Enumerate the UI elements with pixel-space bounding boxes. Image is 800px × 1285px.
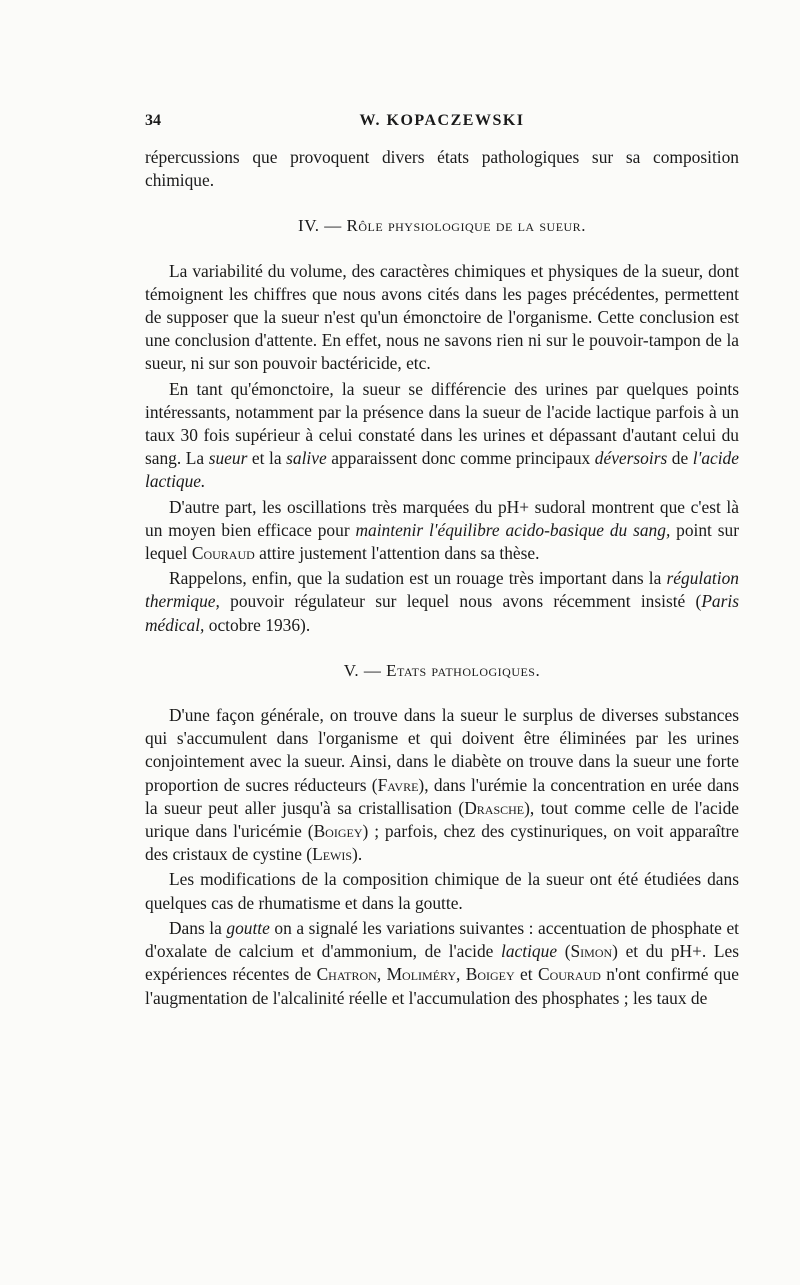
italic-term: goutte [226,917,270,938]
text-run: ), dans l'urémie la concentration en urée dans la sueur peut aller jusqu'à sa cristallisation ( [145,774,739,818]
text-run: ), tout comme celle de l'acide urique dans l'uricémie ( [145,797,739,842]
text-run: D'une façon générale, on trouve dans la sueur le surplus de diverses substances qui s'accumulent dans l'organisme et qui doivent être éliminées par les urines conjointement avec la sueur. Ainsi, dans le diabète on trouve dans la sueur une forte proportion de sucres réducteurs ( [145,705,739,795]
text-run: , [456,964,466,985]
text-run: de [667,448,693,469]
author-name: Drasche [464,797,525,818]
text-run: on a signalé les variations suivantes : accentuation de phosphate et d'oxalate de calcium et d'ammonium, de l'acide [145,917,739,962]
section-heading-iv [145,214,739,237]
running-head: W. KOPACZEWSKI [359,112,525,129]
text-run: apparaissent donc comme principaux [326,448,595,469]
text-run: ) ; parfois, chez des cystinuriques, on voit apparaître des cristaux de cystine ( [145,821,739,865]
page-number: 34 [145,112,161,129]
author-name: Chatron [316,964,377,985]
paragraph [145,378,739,494]
text-run: ( [557,941,571,962]
section-title-text: Rôle physiologique de la sueur. [346,216,586,236]
paragraph [145,917,739,1010]
text-run: point sur lequel [145,519,739,564]
text-run: n'ont confirmé que l'augmentation de l'alcalinité réelle et l'accumulation des phosphates ; les taux de [145,964,739,1008]
text-run: D'autre part, les oscillations très marquées du pH+ sudoral montrent que c'est là un moyen bien efficace pour [145,496,739,540]
author-name: Favre [377,774,419,795]
paragraph [145,496,739,566]
section-number: IV. — [298,216,347,236]
body-text [145,146,739,1012]
page-header [145,112,739,136]
text-run: octobre 1936). [204,614,311,635]
italic-term: lactique [501,941,558,962]
italic-term: salive [286,448,327,469]
author-name: Simon [570,941,613,962]
author-name: Boigey [313,821,363,842]
author-name: Moliméry [386,964,457,985]
paragraph [145,567,739,637]
italic-term: régulation thermique, [145,568,739,612]
text-run: Dans la [169,917,227,938]
paragraph: Les modifications de la composition chimique de la sueur ont été étudiées dans quelques cas de rhumatisme et dans la goutte. [145,869,739,913]
text-run: et la [247,448,287,469]
text-run: ) et du pH+. Les expériences récentes de [145,941,739,985]
text-run: pouvoir régulateur sur lequel nous avons récemment insisté ( [219,591,702,612]
paragraph: La variabilité du volume, des caractères chimiques et physiques de la sueur, dont témoignent les chiffres que nous avons cités dans les pages précédentes, permettent de supposer que la sueur n'est qu'un émonctoire de l'organisme. Cette conclusion est une conclusion d'attente. En effet, nous ne savons rien ni sur le pouvoir-tampon de la sueur, ni sur son pouvoir bactéricide, etc. [145,260,739,374]
italic-term: déversoirs [594,448,668,469]
section-number: V. — [343,660,387,680]
author-name: Lewis [312,844,353,865]
italic-term: maintenir l'équilibre acido-basique du sang, [355,519,671,540]
italic-term: sueur [208,448,248,469]
paragraph-continuation: répercussions que provoquent divers états pathologiques sur sa composition chimique. [145,147,739,191]
section-title-text: Etats pathologiques. [386,660,541,680]
text-run: , [376,964,387,985]
italic-term: l'acide lactique. [145,448,739,492]
text-run: En tant qu'émonctoire, la sueur se différencie des urines par quelques points intéressants, notamment par la présence dans la sueur de l'acide lactique parfois à un taux 30 fois supérieur à celui constaté dans les urines et dépassant d'autant celui du sang. La [145,378,739,469]
text-run: ). [352,844,363,865]
author-name: Couraud [537,964,601,985]
text-run: et [514,964,538,985]
author-name: Couraud [191,543,255,564]
journal-title: Paris médical, [145,591,739,635]
text-run: Rappelons, enfin, que la sudation est un rouage très important dans la [169,568,667,589]
paragraph [145,704,739,866]
section-heading-v [145,659,739,682]
author-name: Boigey [465,964,515,985]
text-run: attire justement l'attention dans sa thèse. [254,543,540,564]
